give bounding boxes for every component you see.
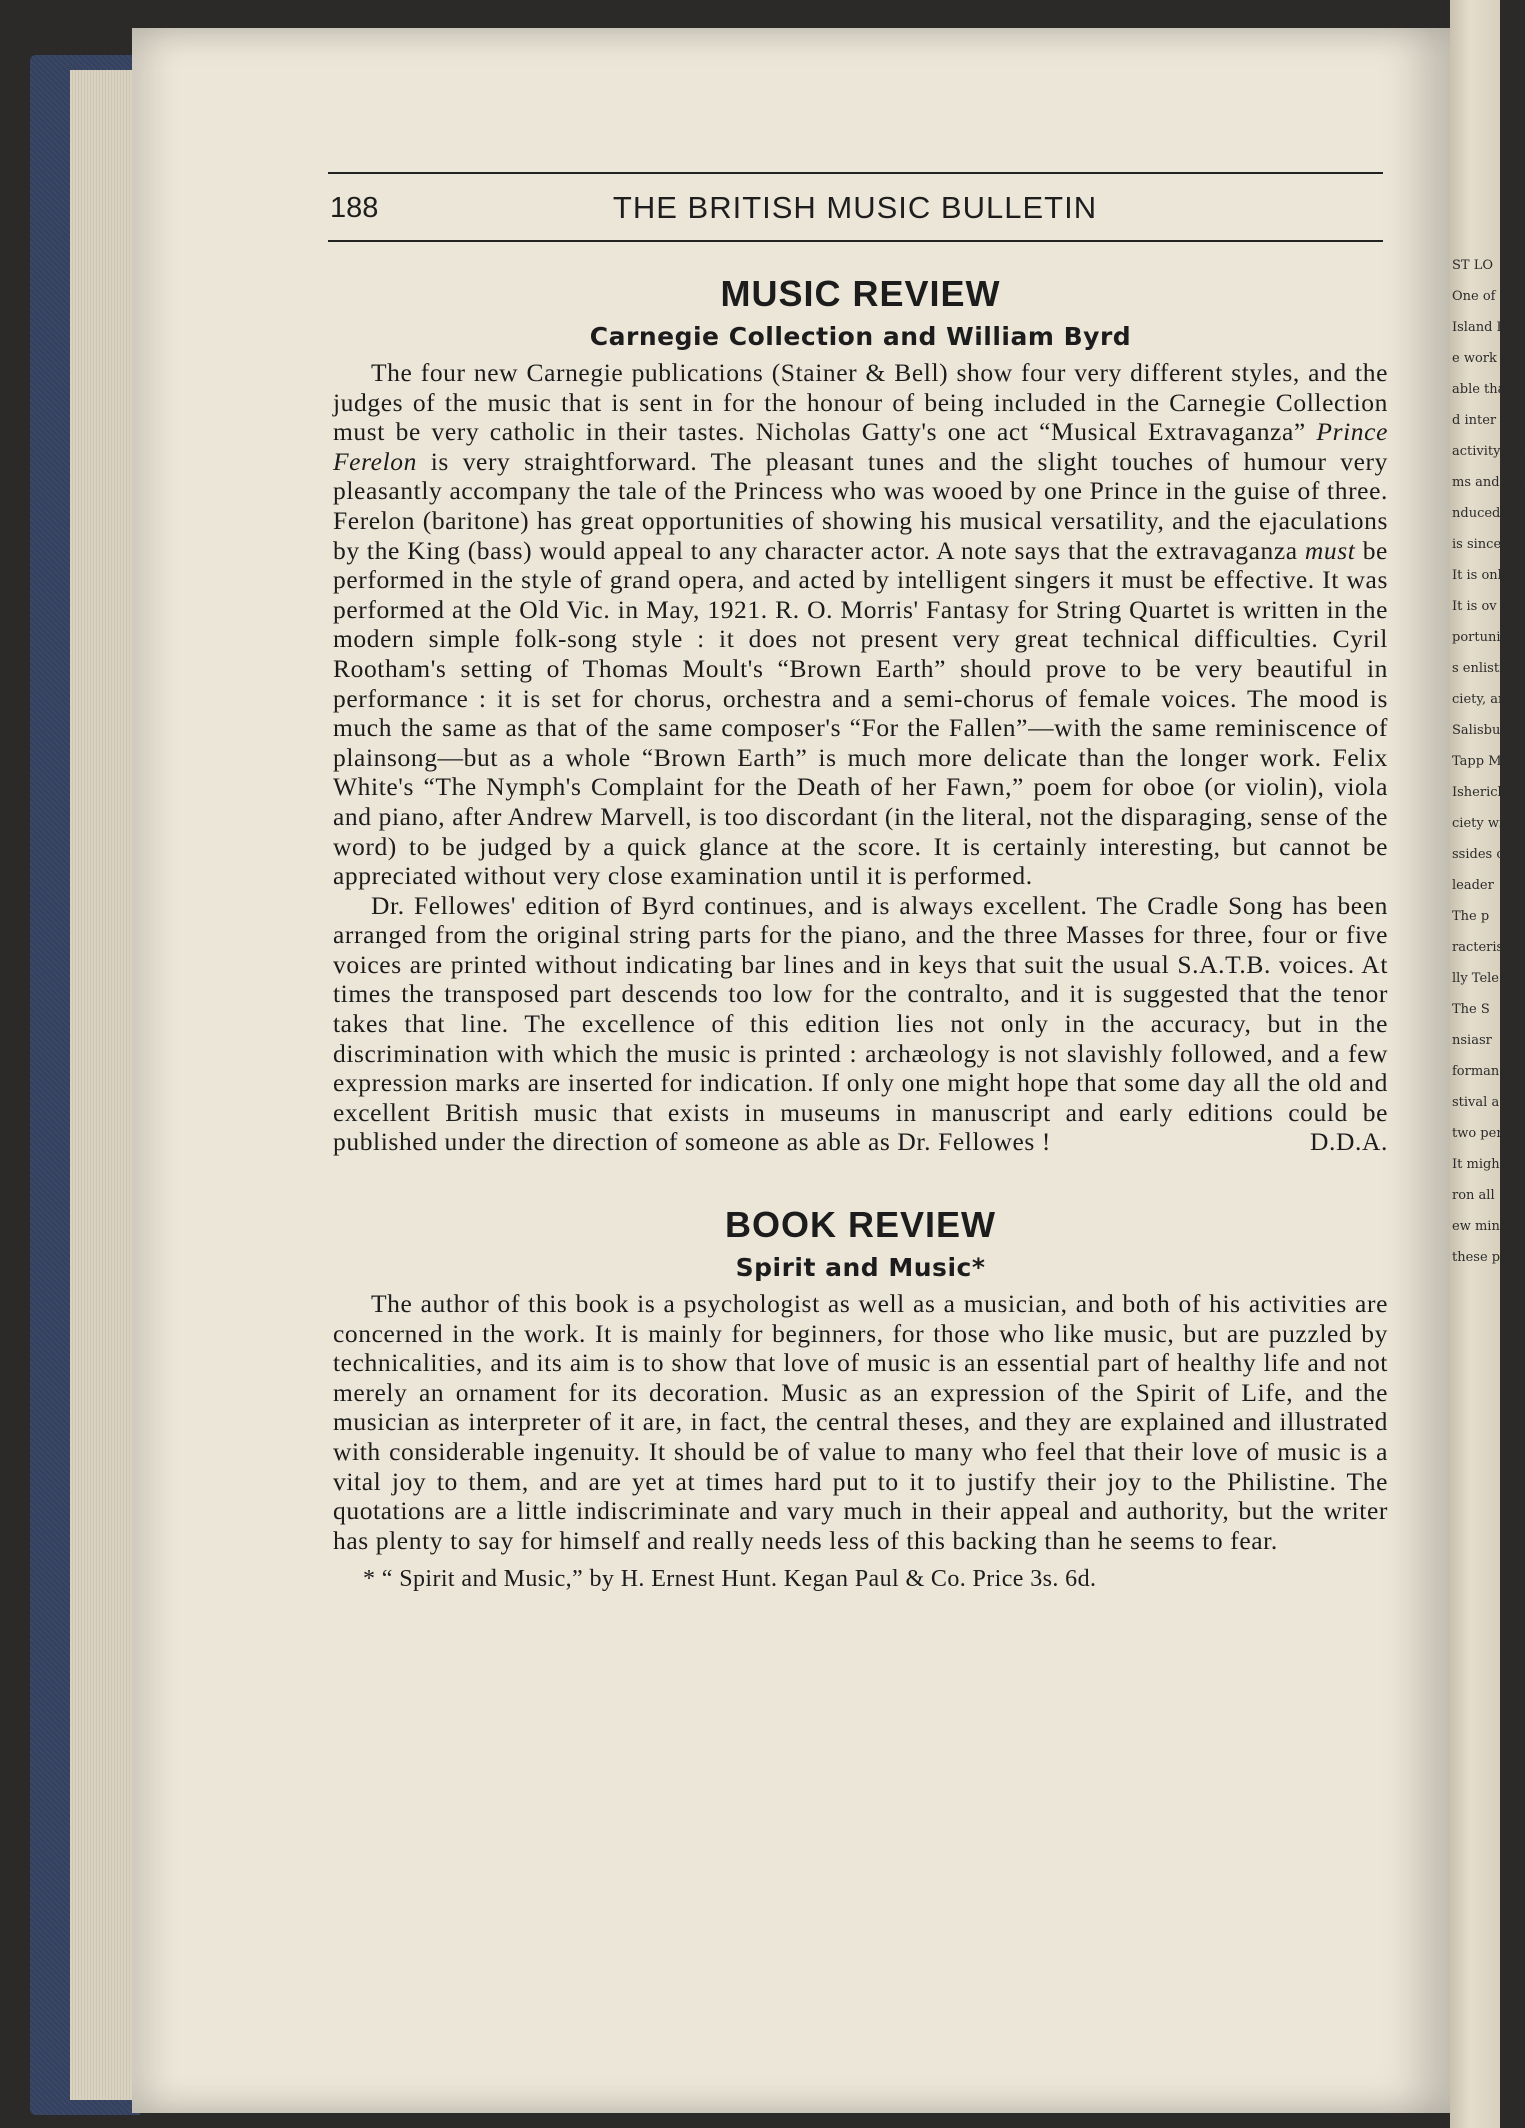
facing-page-fragment: stival a <box>1452 1095 1500 1110</box>
facing-page-fragment: nduced in <box>1452 506 1518 521</box>
facing-page-fragment: is since be <box>1452 537 1522 552</box>
header-rule-bottom <box>328 240 1383 242</box>
header-rule-top <box>328 172 1383 174</box>
facing-page-fragment: able that <box>1452 382 1511 397</box>
text-run: The author of this book is a psychologist as well as a musician, and both of his activities are concerned in the work. It is mainly for beginners, for those who like music, but are puzzled by technicalities, and its aim is to show that love of music is an essential part of healthy life and not merely an ornament for its decoration. Music as an expression of the Spirit of Life, and the musician as interpreter of it are, in fact, the central theses, and they are explained and illustrated with considerable ingenuity. It should be of value to many who feel that their love of music is a vital joy to them, and are yet at times hard put to it to justify their joy to the Philistine. The quotations are a little indiscriminate and vary much in their appeal and authority, but the writer has plenty to say for himself and really needs less of this backing than he seems to fear. <box>333 1289 1388 1555</box>
facing-page-fragment: It migh <box>1452 1157 1500 1172</box>
book-review-section <box>333 1201 1388 1595</box>
facing-page-fragment: ssides or <box>1452 847 1511 862</box>
italic-title: Prince Ferelon <box>333 417 1388 476</box>
facing-page-text <box>1452 250 1525 1273</box>
section-title: BOOK REVIEW <box>724 1204 996 1246</box>
facing-page-fragment: Island B <box>1452 320 1507 335</box>
facing-page-fragment: formanc <box>1452 1064 1507 1079</box>
facing-page-fragment: ew mino <box>1452 1219 1508 1234</box>
text-run: be performed in the style of grand opera, and acted by intelligent singers it must be effective. It was performed at the Old Vic. in May, 1921. R. O. Morris' Fantasy for String Quartet is written in the modern simple folk-song style : it does not present very great technical difficulties. Cyril Rootham's setting of Thomas Moult's “Brown Earth” should prove to be very beautiful in performance : it is set for chorus, orchestra and a semi-chorus of female voices. The mood is much the same as that of the same composer's “For the Fallen”—with the same reminiscence of plainsong—but as a whole “Brown Earth” is much more delicate than the longer work. Felix White's “The Nymph's Complaint for the Death of her Fawn,” poem for oboe (or violin), viola and piano, after Andrew Marvell, is too discordant (in the literal, not the disparaging, sense of the word) to be judged by a quick glance at the score. It is certainly interesting, but cannot be appreciated without very close examination until it is performed. <box>333 535 1388 891</box>
italic-emphasis: must <box>1304 535 1356 565</box>
section-gap <box>333 1157 1388 1201</box>
section-subtitle: Carnegie Collection and William Byrd <box>589 322 1132 351</box>
text-run: Dr. Fellowes' edition of Byrd continues, and is always excellent. The Cradle Song has been arranged from the original string parts for the piano, and the three Masses for three, four or five voices are printed without indicating bar lines and in keys that suit the usual S.A.T.B. voices. At times the transposed part descends too low for the contralto, and it is suggested that the tenor takes that line. The excellence of this edition lies not only in the accuracy, but in the discrimination with which the music is printed : archæology is not slavishly followed, and a few expression marks are inserted for indication. If only one might hope that some day all the old and excellent British music that exists in museums in manuscript and early editions could be published under the direction of someone as able as Dr. Fellowes ! <box>333 890 1388 1157</box>
facing-page-fragment: racteris <box>1452 940 1504 955</box>
facing-page-fragment: these per <box>1452 1250 1515 1265</box>
facing-page-fragment: It is ov <box>1452 599 1497 614</box>
facing-page-fragment: The p <box>1452 909 1490 924</box>
facing-page-fragment: d inter <box>1452 413 1497 428</box>
facing-page-fragment: ron all <box>1452 1188 1495 1203</box>
facing-page-fragment: activity pla <box>1452 444 1525 459</box>
footnote: * “ Spirit and Music,” by H. Ernest Hunt. Kegan Paul & Co. Price 3s. 6d. <box>363 1566 1097 1593</box>
running-head: THE BRITISH MUSIC BULLETIN <box>612 190 1098 225</box>
facing-page-fragment: s enlisti <box>1452 661 1504 676</box>
facing-page-fragment: ciety, an <box>1452 692 1507 707</box>
facing-page-fragment: Tapp Mar <box>1452 754 1516 769</box>
paragraph <box>333 891 1388 1157</box>
facing-page-fragment: Isherick <box>1452 785 1506 800</box>
facing-page-fragment: It is only <box>1452 568 1510 583</box>
page-header <box>330 188 1380 228</box>
page-content <box>333 270 1388 1595</box>
facing-page-fragment: lly Tele <box>1452 971 1499 986</box>
facing-page-fragment: ms and wo <box>1452 475 1523 490</box>
facing-page-fragment: The S <box>1452 1002 1490 1017</box>
section-title: MUSIC REVIEW <box>720 273 1001 314</box>
facing-page-fragment: Salisbury <box>1452 723 1514 738</box>
text-run: The four new Carnegie publications (Stainer & Bell) show four very different styles, and the judges of the music that is sent in for the honour of being included in the Carnegie Collection must be very catholic in their tastes. Nicholas Gatty's one act “Musical Extravaganza” <box>333 358 1388 447</box>
facing-page-fragment: One of <box>1452 289 1496 304</box>
facing-page-fragment: e work l <box>1452 351 1506 366</box>
paragraph <box>333 358 1388 891</box>
facing-page-fragment: portunity <box>1452 630 1514 645</box>
paragraph <box>333 1289 1388 1555</box>
facing-page-fragment: ST LO <box>1452 258 1493 273</box>
page-number: 188 <box>330 192 379 224</box>
facing-page-fragment: ciety wi <box>1452 816 1504 831</box>
facing-page-fragment: leader <box>1452 878 1494 893</box>
text-run: is very straightforward. The pleasant tunes and the slight touches of humour very pleasantly accompany the tale of the Princess who was wooed by one Prince in the guise of three. Ferelon (baritone) has great opportunities of showing his musical versatility, and the ejaculations by the King (bass) would appeal to any character actor. A note says that the extravaganza <box>333 446 1388 565</box>
facing-page-fragment: nsiasr <box>1452 1033 1492 1048</box>
music-review-section <box>333 270 1388 1157</box>
reviewer-initials: D.D.A. <box>1310 1127 1388 1157</box>
section-subtitle: Spirit and Music* <box>735 1253 986 1283</box>
facing-page-fragment: two per <box>1452 1126 1503 1141</box>
